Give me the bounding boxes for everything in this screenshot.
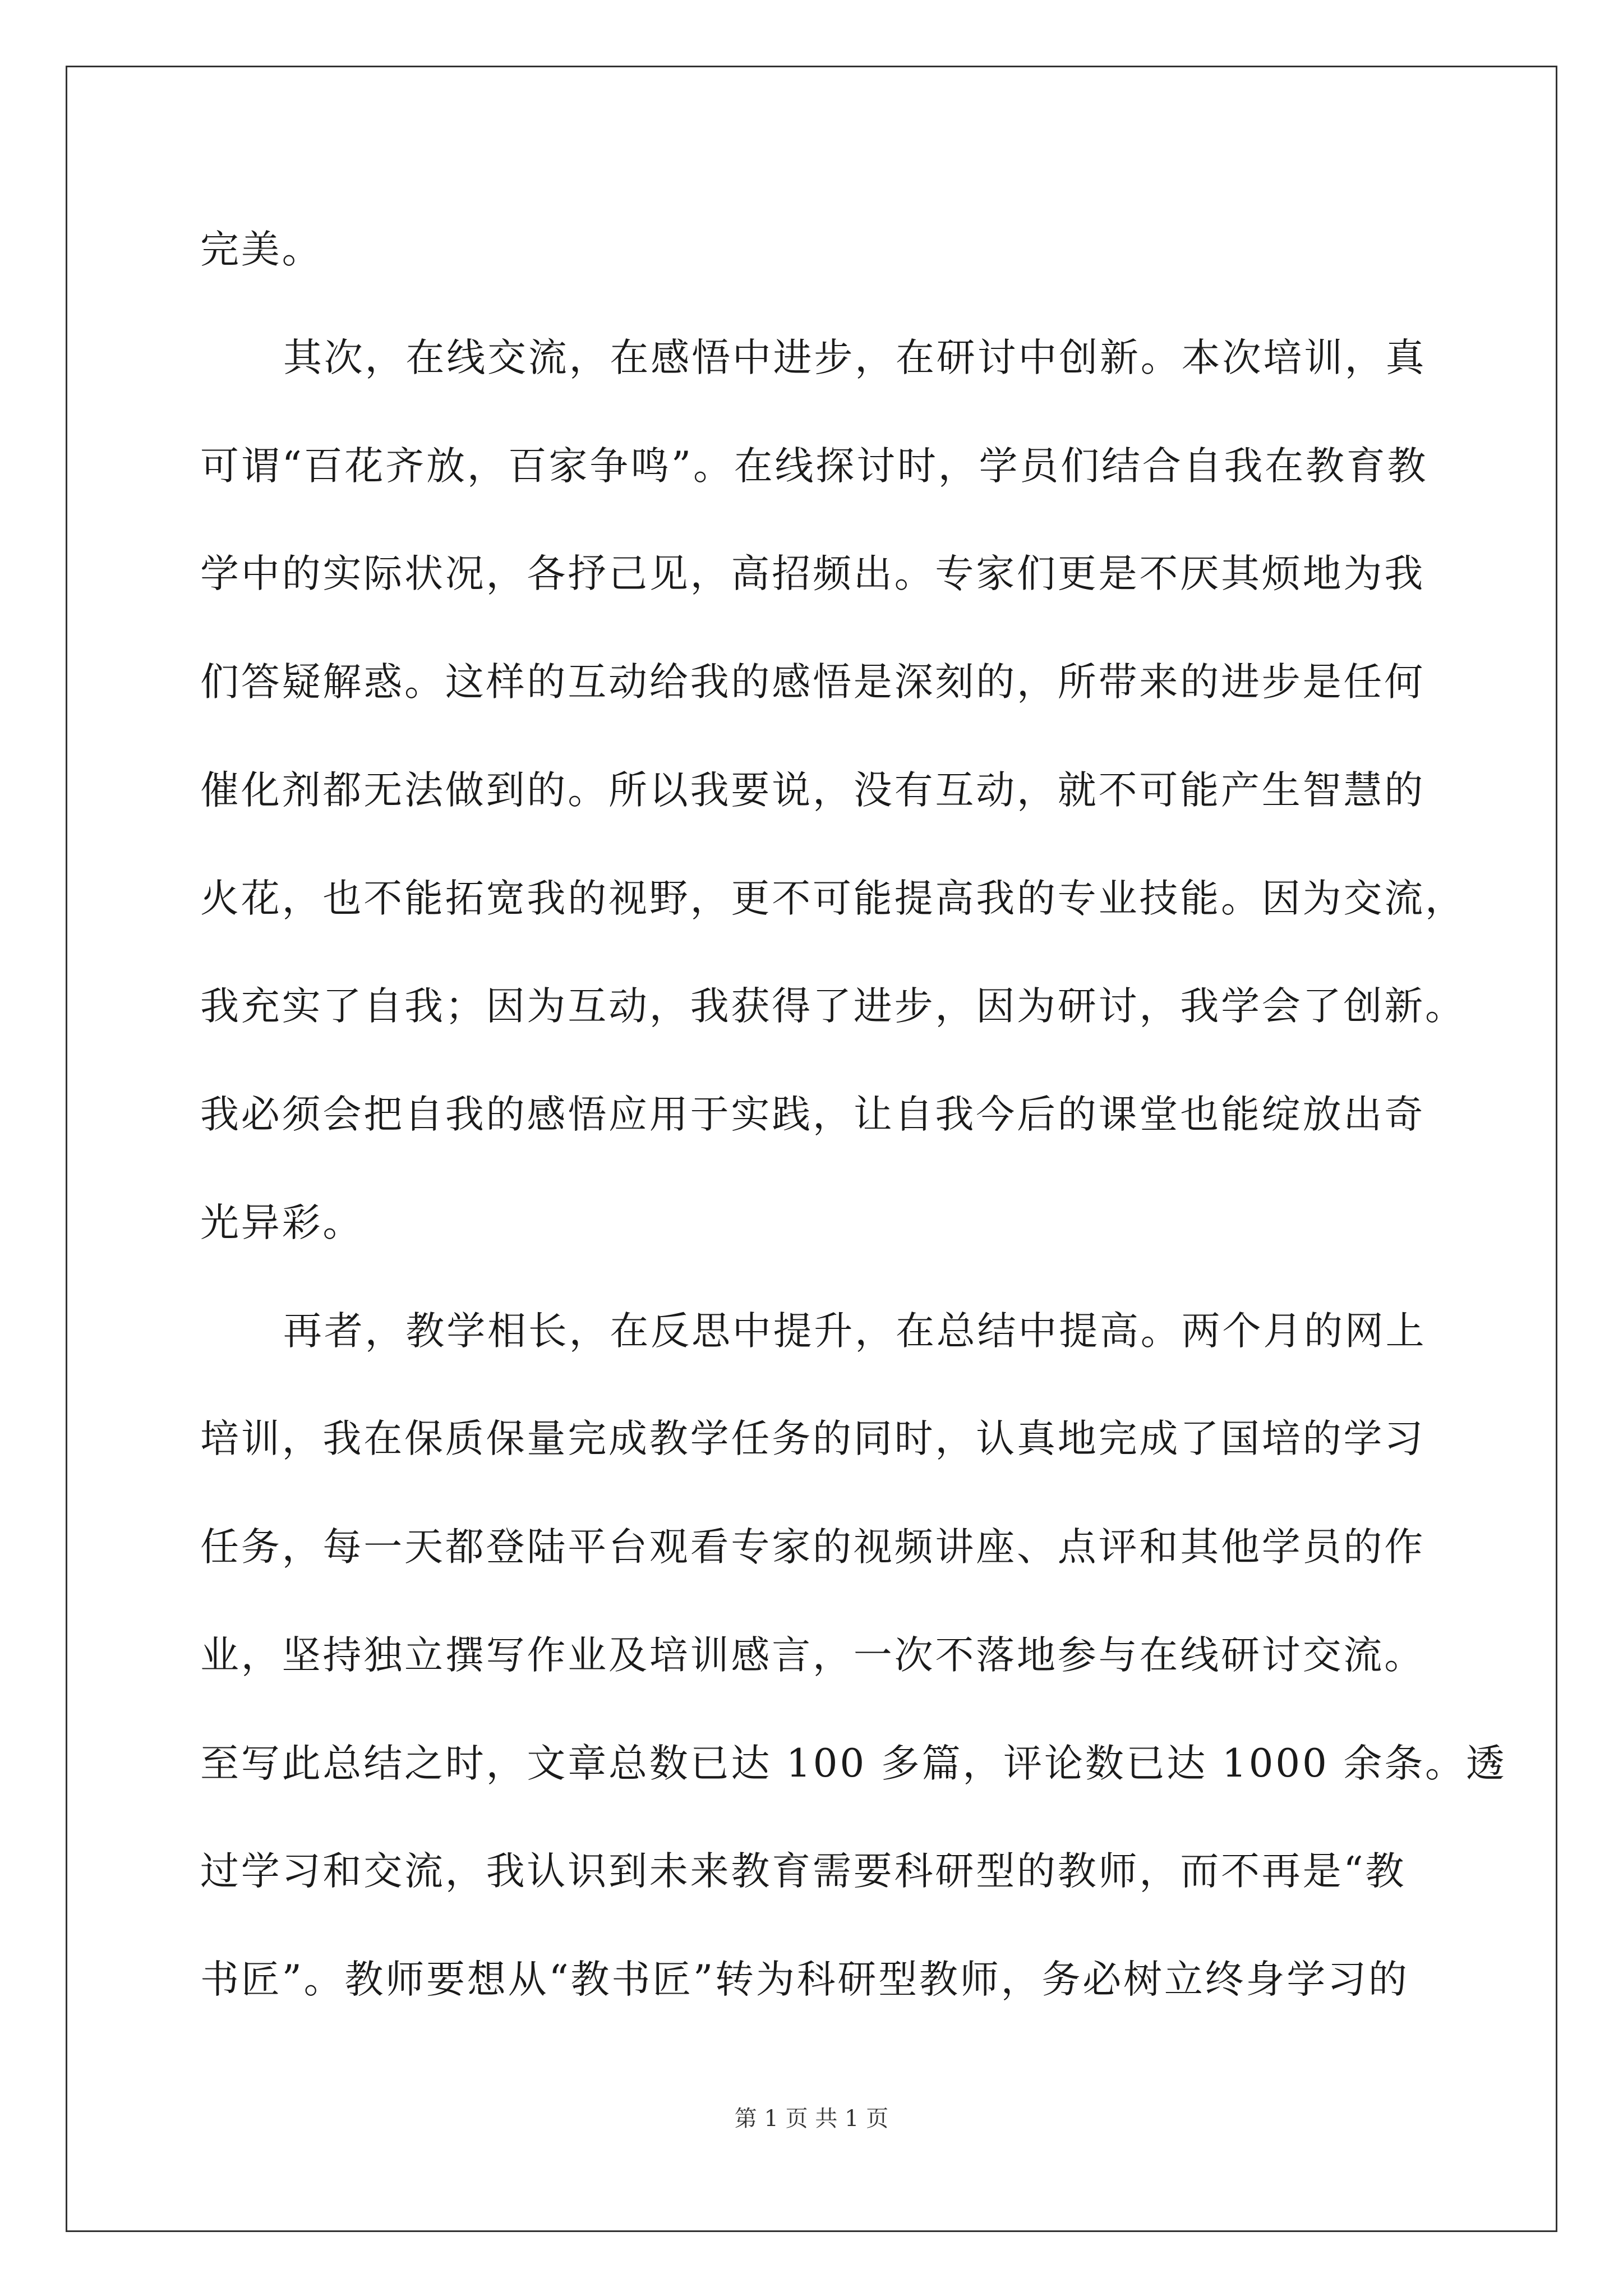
text-line: 我充实了自我；因为互动，我获得了进步，因为研讨，我学会了创新。 bbox=[200, 984, 1466, 1029]
text-line: 完美。 bbox=[200, 227, 323, 272]
text-line: 火花，也不能拓宽我的视野，更不可能提高我的专业技能。因为交流， bbox=[200, 876, 1466, 921]
text-line: 可谓“百花齐放，百家争鸣”。在线探讨时，学员们结合自我在教育教 bbox=[200, 444, 1428, 489]
page-number-footer: 第 1 页 共 1 页 bbox=[734, 2106, 889, 2132]
text-line: 培训，我在保质保量完成教学任务的同时，认真地完成了国培的学习 bbox=[200, 1416, 1425, 1461]
paragraph-start-line: 再者，教学相长，在反思中提升，在总结中提高。两个月的网上 bbox=[283, 1309, 1427, 1354]
text-line: 书匠”。教师要想从“教书匠”转为科研型教师，务必树立终身学习的 bbox=[200, 1957, 1409, 2002]
text-line: 至写此总结之时，文章总数已达 100 多篇，评论数已达 1000 余条。透 bbox=[200, 1741, 1507, 1786]
text-line: 我必须会把自我的感悟应用于实践，让自我今后的课堂也能绽放出奇 bbox=[200, 1092, 1425, 1137]
text-line: 光异彩。 bbox=[200, 1200, 364, 1245]
page-frame bbox=[66, 66, 1557, 2232]
text-line: 催化剂都无法做到的。所以我要说，没有互动，就不可能产生智慧的 bbox=[200, 768, 1425, 813]
text-line: 业，坚持独立撰写作业及培训感言，一次不落地参与在线研讨交流。 bbox=[200, 1633, 1425, 1678]
text-line: 任务，每一天都登陆平台观看专家的视频讲座、点评和其他学员的作 bbox=[200, 1525, 1425, 1570]
text-line: 们答疑解惑。这样的互动给我的感悟是深刻的，所带来的进步是任何 bbox=[200, 660, 1425, 705]
text-line: 学中的实际状况，各抒己见，高招频出。专家们更是不厌其烦地为我 bbox=[200, 551, 1425, 596]
text-line: 过学习和交流，我认识到未来教育需要科研型的教师，而不再是“教 bbox=[200, 1849, 1407, 1894]
paragraph-start-line: 其次，在线交流，在感悟中进步，在研讨中创新。本次培训，真 bbox=[283, 335, 1427, 380]
